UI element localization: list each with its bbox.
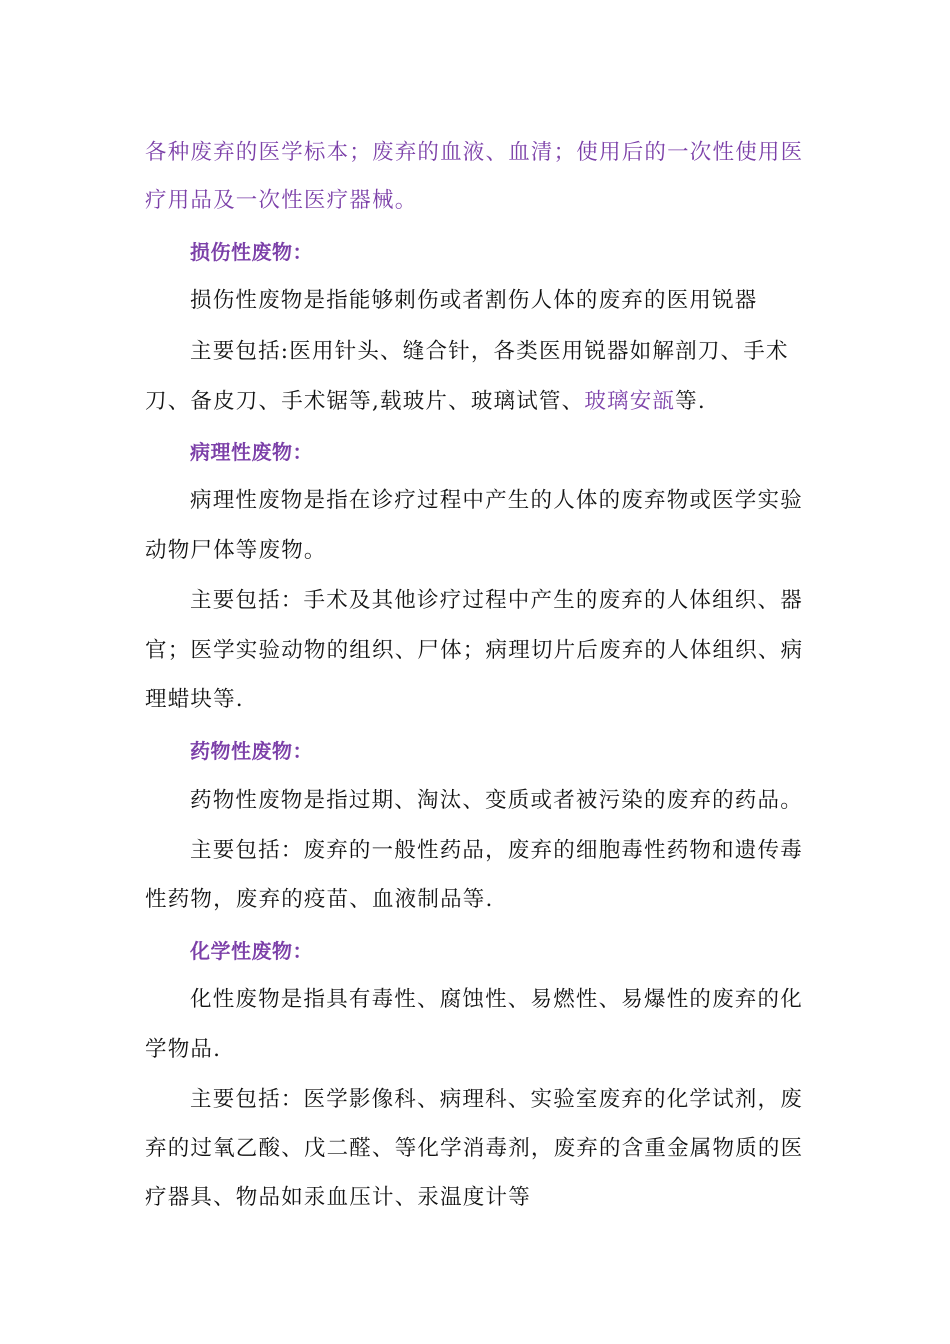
pathology-main-line-3: 理蜡块等. [145,687,244,712]
ampoule-link[interactable]: 玻璃安瓿 [584,389,676,414]
heading-chemical-waste: 化学性废物： [190,939,313,963]
injury-definition: 损伤性废物是指能够刺伤或者割伤人体的废弃的医用锐器 [190,288,758,313]
heading-pharma-waste: 药物性废物： [190,739,313,763]
injury-main-line-2 [145,387,706,417]
pathology-main-line-2: 官；医学实验动物的组织、尸体；病理切片后废弃的人体组织、病 [145,638,804,663]
heading-injury-waste: 损伤性废物： [190,240,313,264]
intro-line-2: 疗用品及一次性医疗器械。 [145,188,418,213]
injury-main-line-1: 主要包括:医用针头、缝合针，各类医用锐器如解剖刀、手术 [190,339,789,364]
pathology-definition-line-1: 病理性废物是指在诊疗过程中产生的人体的废弃物或医学实验 [190,488,803,513]
heading-pathology-waste: 病理性废物： [190,440,313,464]
pharma-main-line-1: 主要包括：废弃的一般性药品，废弃的细胞毒性药物和遗传毒 [190,838,803,863]
chemical-main-line-3: 疗器具、物品如汞血压计、汞温度计等 [145,1185,531,1210]
pathology-definition-line-2: 动物尸体等废物。 [145,538,327,563]
pathology-main-line-1: 主要包括：手术及其他诊疗过程中产生的废弃的人体组织、器 [190,588,803,613]
pharma-main-line-2: 性药物，废弃的疫苗、血液制品等. [145,887,494,912]
chemical-definition-line-2: 学物品. [145,1037,222,1062]
intro-line-1: 各种废弃的医学标本；废弃的血液、血清；使用后的一次性使用医 [145,140,804,165]
injury-main-line-2-end: 等. [675,389,706,414]
chemical-definition-line-1: 化性废物是指具有毒性、腐蚀性、易燃性、易爆性的废弃的化 [190,987,803,1012]
chemical-main-line-2: 弃的过氧乙酸、戊二醛、等化学消毒剂，废弃的含重金属物质的医 [145,1136,804,1161]
pharma-definition: 药物性废物是指过期、淘汰、变质或者被污染的废弃的药品。 [190,788,803,813]
chemical-main-line-1: 主要包括：医学影像科、病理科、实验室废弃的化学试剂，废 [190,1087,803,1112]
injury-main-line-2-text: 刀、备皮刀、手术锯等,载玻片、玻璃试管、 [145,389,585,414]
